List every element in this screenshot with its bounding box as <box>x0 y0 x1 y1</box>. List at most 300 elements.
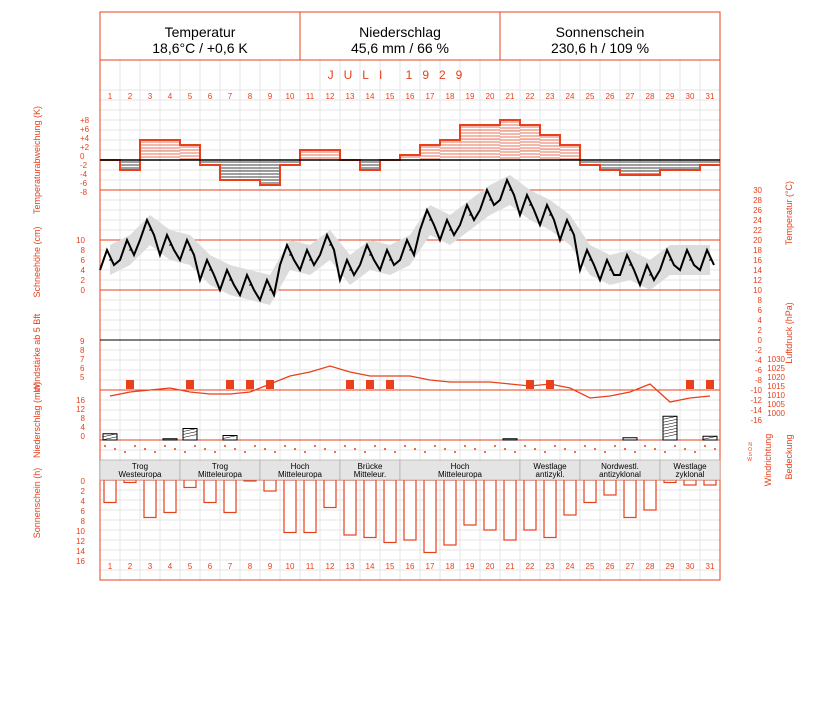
wind-marker <box>226 380 234 389</box>
temperature-point <box>549 214 551 216</box>
sunshine-bar <box>344 480 356 535</box>
cloud-dot <box>524 445 526 447</box>
cloud-dot <box>404 445 406 447</box>
day-label-top: 23 <box>545 92 555 101</box>
wind-direction-tick: S <box>748 452 752 458</box>
cloud-dot <box>354 448 356 450</box>
sunshine-bar <box>164 480 176 513</box>
day-label-bottom: 8 <box>247 562 253 571</box>
temperature-point <box>209 269 211 271</box>
day-label-top: 16 <box>405 92 415 101</box>
temperature-tick: 16 <box>753 256 762 265</box>
temperature-point <box>269 289 271 291</box>
sunshine-bar <box>704 480 716 485</box>
day-label-bottom: 2 <box>127 562 133 571</box>
cloud-dot <box>384 448 386 450</box>
cloud-dot <box>664 451 666 453</box>
label-wind-direction: Windrichtung <box>763 433 773 487</box>
day-label-top: 25 <box>585 92 595 101</box>
sunshine-bar <box>484 480 496 530</box>
day-label-top: 15 <box>385 92 395 101</box>
pressure-tick: 1020 <box>767 373 785 382</box>
day-label-top: 13 <box>345 92 355 101</box>
cloud-dot <box>594 448 596 450</box>
cloud-dot <box>534 448 536 450</box>
wind-tick: 5 <box>80 373 85 382</box>
day-label-bottom: 28 <box>645 562 655 571</box>
sunshine-bar <box>504 480 516 540</box>
sunshine-tick: 16 <box>76 557 85 566</box>
temperature-point <box>249 284 251 286</box>
temperature-point <box>129 249 131 251</box>
sunshine-bar <box>424 480 436 553</box>
day-label-top: 24 <box>565 92 575 101</box>
sunshine-value: 230,6 h / 109 % <box>550 40 650 56</box>
day-label-bottom: 30 <box>685 562 695 571</box>
wind-marker <box>186 380 194 389</box>
temperature-point <box>109 259 111 261</box>
cloud-dot <box>184 451 186 453</box>
wind-marker <box>686 380 694 389</box>
day-label-top: 26 <box>605 92 615 101</box>
temperature-point <box>369 254 371 256</box>
pressure-tick: 1030 <box>767 355 785 364</box>
label-precipitation: Niederschlag (mm) <box>32 381 42 459</box>
sunshine-bar <box>464 480 476 525</box>
deviation-tick: 0 <box>80 152 85 161</box>
pressure-tick: 1015 <box>767 382 785 391</box>
temperature-point <box>389 259 391 261</box>
cloud-dot <box>434 445 436 447</box>
sunshine-bar <box>664 480 676 483</box>
sunshine-bar <box>384 480 396 543</box>
temperature-tick: -4 <box>754 356 762 365</box>
cloud-dot <box>174 448 176 450</box>
cloud-dot <box>704 445 706 447</box>
cloud-dot <box>444 448 446 450</box>
day-label-top: 27 <box>625 92 635 101</box>
weather-type-line2: Mitteleuropa <box>277 470 323 479</box>
temperature-tick: -14 <box>750 406 762 415</box>
day-label-top: 12 <box>325 92 335 101</box>
temperature-point <box>189 249 191 251</box>
day-label-top: 1 <box>107 92 113 101</box>
weather-type-line1: Trog <box>131 462 149 471</box>
precipitation-bar <box>503 439 517 440</box>
temperature-tick: 24 <box>753 216 762 225</box>
deviation-tick: -2 <box>80 161 88 170</box>
cloud-dot <box>224 445 226 447</box>
day-label-top: 17 <box>425 92 435 101</box>
cloud-dot <box>104 445 106 447</box>
temperature-point <box>609 269 611 271</box>
cloud-dot <box>414 448 416 450</box>
day-label-top: 28 <box>645 92 655 101</box>
day-label-top: 14 <box>365 92 375 101</box>
day-label-bottom: 20 <box>485 562 495 571</box>
cloud-dot <box>464 445 466 447</box>
cloud-dot <box>294 448 296 450</box>
weather-type-line1: Trog <box>211 462 229 471</box>
sunshine-bar <box>224 480 236 513</box>
cloud-dot <box>374 445 376 447</box>
wind-marker <box>386 380 394 389</box>
sunshine-bar <box>324 480 336 508</box>
temperature-value: 18,6°C / +0,6 K <box>152 40 248 56</box>
cloud-dot <box>674 445 676 447</box>
day-label-top: 20 <box>485 92 495 101</box>
weather-type-line1: Hoch <box>450 462 470 471</box>
day-label-top: 30 <box>685 92 695 101</box>
cloud-dot <box>644 445 646 447</box>
sunshine-bar <box>524 480 536 530</box>
sunshine-bar <box>644 480 656 510</box>
day-label-bottom: 1 <box>107 562 113 571</box>
sunshine-tick: 12 <box>76 537 85 546</box>
cloud-dot <box>244 451 246 453</box>
wind-tick: 7 <box>80 355 85 364</box>
sunshine-bar <box>284 480 296 533</box>
temperature-tick: -2 <box>754 346 762 355</box>
day-label-top: 2 <box>127 92 133 101</box>
cloud-dot <box>494 445 496 447</box>
wind-marker <box>246 380 254 389</box>
temperature-tick: 10 <box>753 286 762 295</box>
weather-type-line2: Mitteleuropa <box>437 470 483 479</box>
day-label-top: 5 <box>187 92 193 101</box>
weather-type-line2: Westeuropa <box>118 470 162 479</box>
wind-marker <box>366 380 374 389</box>
sunshine-bar <box>564 480 576 515</box>
cloud-dot <box>274 451 276 453</box>
temperature-point <box>409 249 411 251</box>
weather-type-line2: Mitteleur. <box>353 470 387 479</box>
temperature-tick: -8 <box>754 376 762 385</box>
sunshine-bar <box>264 480 276 491</box>
day-label-bottom: 23 <box>545 562 555 571</box>
temperature-tick: 28 <box>753 196 762 205</box>
day-label-bottom: 22 <box>525 562 535 571</box>
temperature-point <box>329 244 331 246</box>
cloud-dot <box>134 445 136 447</box>
label-pressure: Luftdruck (hPa) <box>784 302 794 364</box>
cloud-dot <box>694 451 696 453</box>
day-label-top: 11 <box>305 92 315 101</box>
weather-type-line1: Brücke <box>357 462 383 471</box>
cloud-dot <box>574 451 576 453</box>
day-label-top: 3 <box>147 92 153 101</box>
temperature-point <box>469 214 471 216</box>
temperature-point <box>229 279 231 281</box>
month-label: JULI 1929 <box>327 68 473 82</box>
day-label-top: 21 <box>505 92 515 101</box>
temperature-tick: 2 <box>757 326 762 335</box>
temperature-point <box>629 264 631 266</box>
weather-type-line1: Westlage <box>673 462 707 471</box>
deviation-bar <box>260 160 280 185</box>
cloud-dot <box>304 451 306 453</box>
cloud-dot <box>504 448 506 450</box>
cloud-dot <box>284 445 286 447</box>
sunshine-bar <box>444 480 456 545</box>
cloud-dot <box>714 448 716 450</box>
sunshine-tick: 2 <box>80 487 85 496</box>
deviation-bar <box>540 135 560 160</box>
sunshine-bar <box>204 480 216 503</box>
pressure-tick: 1010 <box>767 391 785 400</box>
precipitation-tick: 0 <box>80 432 85 441</box>
sunshine-bar <box>124 480 136 483</box>
cloud-dot <box>194 445 196 447</box>
weather-type-line2: Mitteleuropa <box>197 470 243 479</box>
day-label-top: 8 <box>247 92 253 101</box>
temperature-point <box>589 259 591 261</box>
sunshine-bar <box>604 480 616 495</box>
temperature-point <box>449 229 451 231</box>
temperature-point <box>309 259 311 261</box>
temperature-point <box>649 274 651 276</box>
day-label-bottom: 21 <box>505 562 515 571</box>
label-wind: Windstärke ab 5 Bft <box>32 313 42 393</box>
cloud-dot <box>164 445 166 447</box>
temperature-tick: 8 <box>757 296 762 305</box>
sunshine-tick: 14 <box>76 547 85 556</box>
sunshine-bar <box>104 480 116 503</box>
cloud-dot <box>254 445 256 447</box>
snow-tick: 10 <box>76 236 85 245</box>
day-label-top: 7 <box>227 92 233 101</box>
temperature-tick: 20 <box>753 236 762 245</box>
weather-type-line2: antizykl. <box>535 470 565 479</box>
wind-tick: 9 <box>80 337 85 346</box>
deviation-tick: -4 <box>80 170 88 179</box>
sunshine-bar <box>624 480 636 518</box>
day-label-bottom: 26 <box>605 562 615 571</box>
temperature-tick: 30 <box>753 186 762 195</box>
deviation-tick: -8 <box>80 188 88 197</box>
label-temperature: Temperatur (°C) <box>784 180 794 246</box>
cloud-dot <box>344 445 346 447</box>
temperature-tick: -12 <box>750 396 762 405</box>
cloud-dot <box>124 451 126 453</box>
day-label-bottom: 18 <box>445 562 455 571</box>
cloud-dot <box>314 445 316 447</box>
sunshine-tick: 4 <box>80 497 85 506</box>
day-label-top: 29 <box>665 92 675 101</box>
temperature-point <box>149 229 151 231</box>
weather-type-line2: zyklonal <box>675 470 705 479</box>
snow-tick: 4 <box>80 266 85 275</box>
day-label-bottom: 15 <box>385 562 395 571</box>
marks <box>100 120 720 553</box>
cloud-dot <box>424 451 426 453</box>
wind-marker <box>346 380 354 389</box>
sunshine-bar <box>584 480 596 503</box>
cloud-dot <box>514 451 516 453</box>
sunshine-bar <box>144 480 156 518</box>
deviation-tick: +2 <box>80 143 90 152</box>
label-temp-deviation: Temperaturabweichung (K) <box>32 105 42 215</box>
precipitation-bar <box>163 439 177 440</box>
temperature-point <box>689 259 691 261</box>
sunshine-bar <box>184 480 196 488</box>
day-label-top: 22 <box>525 92 535 101</box>
day-label-bottom: 6 <box>207 562 213 571</box>
pressure-tick: 1005 <box>767 400 785 409</box>
temperature-tick: 22 <box>753 226 762 235</box>
temperature-point <box>569 229 571 231</box>
weather-types <box>100 460 720 480</box>
cloud-dot <box>394 451 396 453</box>
temperature-tick: 0 <box>757 336 762 345</box>
wind-marker <box>126 380 134 389</box>
temperature-tick: 12 <box>753 276 762 285</box>
temperature-point <box>489 199 491 201</box>
sunshine-bar <box>684 480 696 485</box>
snow-tick: 8 <box>80 246 85 255</box>
sunshine-title: Sonnenschein <box>555 24 645 40</box>
pressure-tick: 1000 <box>767 409 785 418</box>
snow-tick: 2 <box>80 276 85 285</box>
temperature-point <box>509 189 511 191</box>
precipitation-tick: 16 <box>76 396 85 405</box>
day-label-bottom: 13 <box>345 562 355 571</box>
wind-direction-tick: O <box>748 447 752 453</box>
temperature-tick: 14 <box>753 266 762 275</box>
cloud-dot <box>144 448 146 450</box>
cloud-dot <box>114 448 116 450</box>
cloud-dot <box>334 451 336 453</box>
snow-tick: 6 <box>80 256 85 265</box>
temperature-tick: -10 <box>750 386 762 395</box>
day-label-top: 18 <box>445 92 455 101</box>
temperature-point <box>529 204 531 206</box>
precipitation-title: Niederschlag <box>359 24 441 40</box>
temperature-point <box>709 259 711 261</box>
precipitation-tick: 8 <box>80 414 85 423</box>
day-label-bottom: 12 <box>325 562 335 571</box>
header-panel <box>100 12 720 60</box>
wind-tick: 8 <box>80 346 85 355</box>
cloud-dot <box>264 448 266 450</box>
temperature-point <box>669 259 671 261</box>
weather-type-line1: Hoch <box>290 462 310 471</box>
sunshine-tick: 10 <box>76 527 85 536</box>
label-snow-depth: Schneehöhe (cm) <box>32 226 42 298</box>
wind-direction-tick: W <box>747 457 752 463</box>
temperature-tick: -6 <box>754 366 762 375</box>
cloud-dot <box>454 451 456 453</box>
temperature-point <box>289 254 291 256</box>
cloud-dot <box>564 448 566 450</box>
day-label-top: 10 <box>285 92 295 101</box>
temperature-tick: -16 <box>750 416 762 425</box>
day-label-bottom: 17 <box>425 562 435 571</box>
day-label-bottom: 10 <box>285 562 295 571</box>
cloud-dot <box>554 445 556 447</box>
temperature-tick: 6 <box>757 306 762 315</box>
cloud-dot <box>214 451 216 453</box>
sunshine-tick: 0 <box>80 477 85 486</box>
day-label-top: 19 <box>465 92 475 101</box>
deviation-tick: +4 <box>80 134 90 143</box>
temperature-tick: 4 <box>757 316 762 325</box>
deviation-tick: +6 <box>80 125 90 134</box>
deviation-tick: +8 <box>80 116 90 125</box>
cloud-dot <box>604 451 606 453</box>
deviation-tick: -6 <box>80 179 88 188</box>
cloud-dot <box>474 448 476 450</box>
precipitation-tick: 12 <box>76 405 85 414</box>
sunshine-bar <box>404 480 416 540</box>
day-label-top: 4 <box>167 92 173 101</box>
day-label-bottom: 11 <box>305 562 315 571</box>
sunshine-tick: 6 <box>80 507 85 516</box>
cloud-dot <box>204 448 206 450</box>
sunshine-tick: 8 <box>80 517 85 526</box>
temperature-point <box>429 219 431 221</box>
label-cloud-cover: Bedeckung <box>784 434 794 480</box>
day-label-bottom: 25 <box>585 562 595 571</box>
temperature-tick: 26 <box>753 206 762 215</box>
cloud-dot <box>234 448 236 450</box>
day-label-bottom: 16 <box>405 562 415 571</box>
weather-type-line1: Westlage <box>533 462 567 471</box>
cloud-dot <box>324 448 326 450</box>
snow-tick: 0 <box>80 286 85 295</box>
day-label-bottom: 5 <box>187 562 193 571</box>
temperature-point <box>349 269 351 271</box>
temperature-tick: 18 <box>753 246 762 255</box>
day-label-top: 6 <box>207 92 213 101</box>
weather-type-line1: Nordwestl. <box>601 462 639 471</box>
day-label-bottom: 29 <box>665 562 675 571</box>
day-label-top: 31 <box>705 92 715 101</box>
label-sunshine: Sonnenschein (h) <box>32 467 42 539</box>
day-label-bottom: 24 <box>565 562 575 571</box>
day-label-bottom: 4 <box>167 562 173 571</box>
precipitation-tick: 4 <box>80 423 85 432</box>
temperature-point <box>169 244 171 246</box>
cloud-dot <box>154 451 156 453</box>
day-label-top: 9 <box>267 92 273 101</box>
cloud-dot <box>614 445 616 447</box>
wind-direction-tick: N <box>748 442 752 448</box>
wind-marker <box>526 380 534 389</box>
precipitation-bar <box>623 438 637 440</box>
cloud-dot <box>584 445 586 447</box>
wind-tick: 6 <box>80 364 85 373</box>
weather-type-line2: antizyklonal <box>599 470 641 479</box>
cloud-dot <box>484 451 486 453</box>
day-label-bottom: 19 <box>465 562 475 571</box>
cloud-dot <box>654 448 656 450</box>
day-label-bottom: 7 <box>227 562 233 571</box>
day-label-bottom: 31 <box>705 562 715 571</box>
temperature-title: Temperatur <box>164 24 236 40</box>
sunshine-bar <box>304 480 316 533</box>
sunshine-bar <box>364 480 376 538</box>
day-label-bottom: 27 <box>625 562 635 571</box>
day-label-bottom: 14 <box>365 562 375 571</box>
cloud-dot <box>544 451 546 453</box>
precipitation-value: 45,6 mm / 66 % <box>350 40 450 56</box>
cloud-dot <box>624 448 626 450</box>
cloud-dot <box>364 451 366 453</box>
cloud-dot <box>634 451 636 453</box>
wind-marker <box>706 380 714 389</box>
pressure-tick: 1025 <box>767 364 785 373</box>
